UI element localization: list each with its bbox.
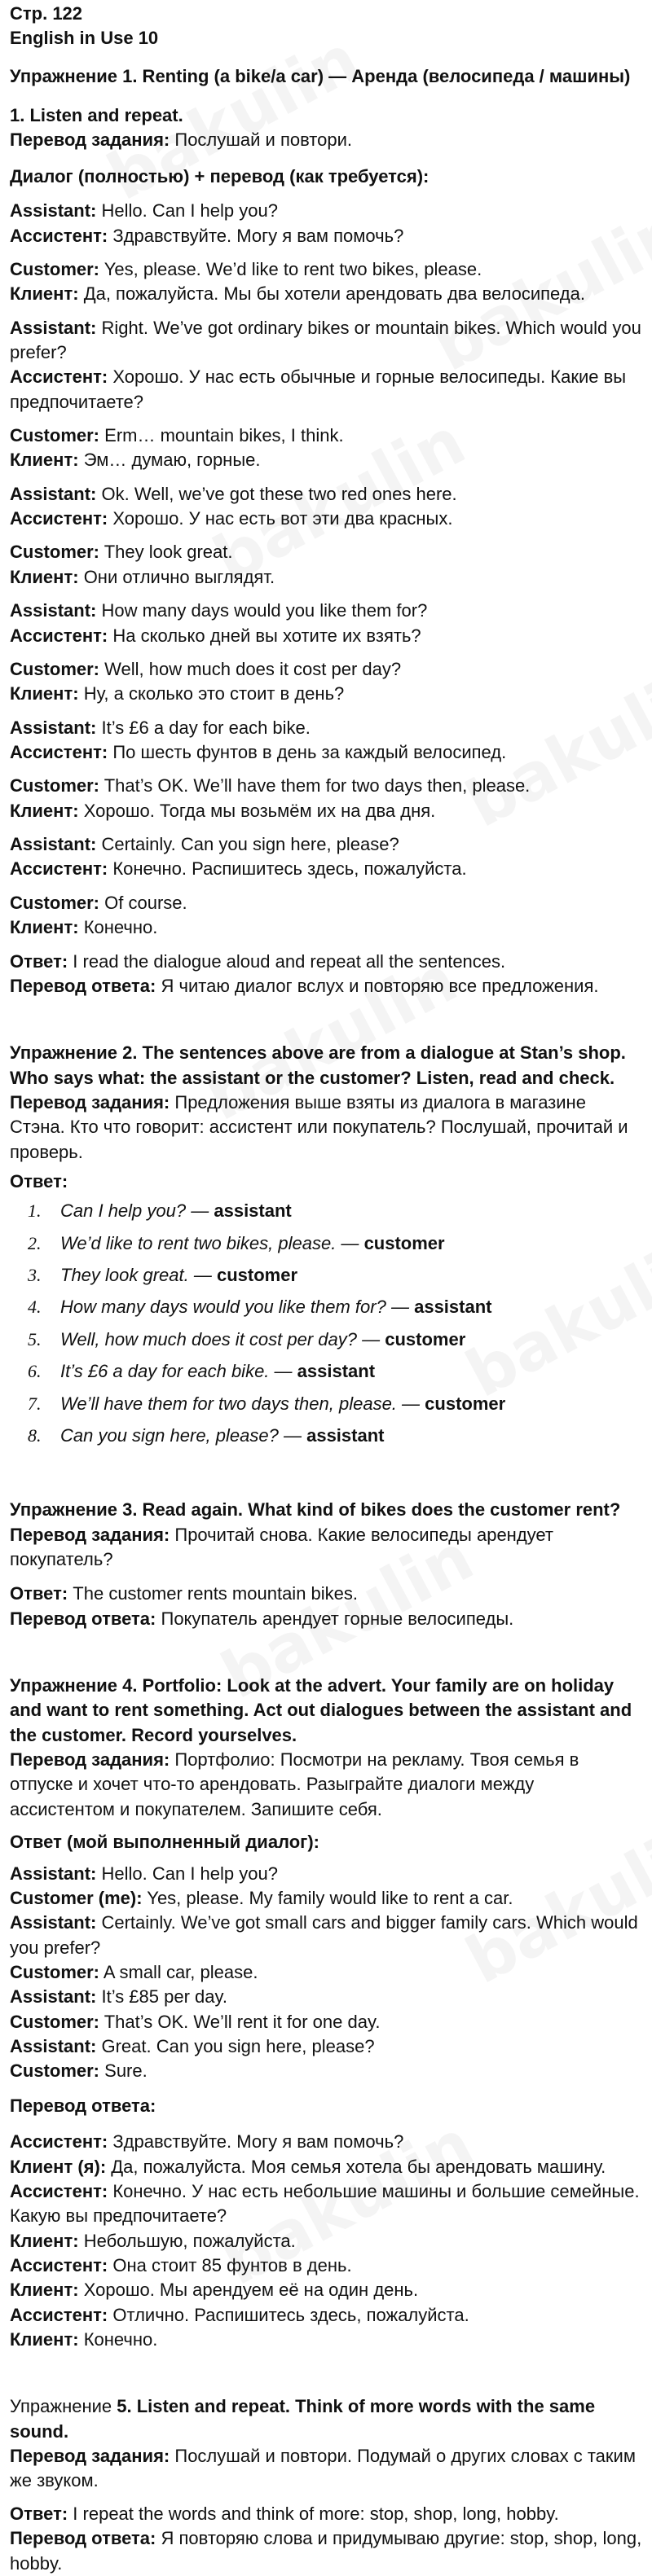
line-text: Да, пожалуйста. Моя семья хотела бы арендовать машину.: [111, 2156, 606, 2177]
dialogue-line-russian: [10, 507, 642, 531]
dialogue-line-english: [10, 482, 642, 507]
dialogue-line: [10, 2303, 642, 2328]
line-text: Она стоит 85 фунтов в день.: [112, 2254, 352, 2275]
answer-item: [28, 1424, 642, 1448]
dialogue-line: [10, 2155, 642, 2179]
divider: [10, 2352, 642, 2394]
item-role: assistant: [214, 1200, 292, 1222]
line-text: Они отлично выглядят.: [83, 566, 275, 587]
dialogue-line: [10, 1960, 642, 1985]
item-body: [60, 1327, 465, 1352]
dialogue-line-english: [10, 657, 642, 682]
line-text: Конечно.: [83, 2329, 158, 2350]
speaker-label: Клиент:: [10, 566, 79, 587]
speaker-label: Customer:: [10, 775, 100, 796]
line-text: Отлично. Распишитесь здесь, пожалуйста.: [112, 2304, 469, 2325]
exercise-2-title: Упражнение 2. The sentences above are from a dialogue at Stan’s shop. Who says what: the assistant or the customer? Listen, read and check.: [10, 1042, 626, 1088]
item-number: 4.: [28, 1297, 42, 1318]
line-text: Sure.: [104, 2060, 148, 2082]
speaker-label: Assistant:: [10, 317, 97, 338]
line-text: That’s OK. We’ll have them for two days then, please.: [104, 775, 531, 796]
dialogue-line: [10, 316, 642, 415]
dialogue-line-russian: [10, 448, 642, 472]
item-sentence: We’ll have them for two days then, please. —: [60, 1393, 421, 1414]
dialogue-line-russian: [10, 365, 642, 415]
line-text: Of course.: [104, 892, 187, 913]
dialogue-line-russian: [10, 740, 642, 765]
speaker-label: Ассистент:: [10, 625, 108, 646]
line-text: It’s £85 per day.: [101, 1986, 227, 2008]
line-text: Ну, а сколько это стоит в день?: [83, 683, 345, 704]
line-text: Небольшую, пожалуйста.: [83, 2230, 296, 2251]
exercise-3-title: Упражнение 3. Read again. What kind of bikes does the customer rent?: [10, 1499, 621, 1521]
dialogue-line-english: [10, 716, 642, 740]
item-number: 8.: [28, 1424, 42, 1446]
exercise-3-task-translation: Перевод задания: Прочитай снова. Какие велосипеды арендует покупатель?: [10, 1524, 553, 1569]
dialogue-line-russian: [10, 624, 642, 648]
line-text: It’s £6 a day for each bike.: [101, 717, 311, 738]
item-body: [60, 1295, 491, 1319]
line-text: Great. Can you sign here, please?: [101, 2036, 375, 2057]
speaker-label: Customer:: [10, 542, 100, 563]
item-number: 3.: [28, 1265, 42, 1286]
line-text: Хорошо. У нас есть вот эти два красных.: [112, 508, 453, 529]
speaker-label: Клиент (я):: [10, 2156, 107, 2177]
item-sentence: They look great. —: [60, 1265, 212, 1286]
divider: [10, 1455, 642, 1498]
line-text: Здравствуйте. Могу я вам помочь?: [112, 2131, 404, 2153]
item-body: [60, 1392, 505, 1416]
dialogue-line: [10, 2059, 642, 2083]
line-text: Хорошо. Тогда мы возьмём их на два дня.: [83, 800, 436, 821]
speaker-label: Customer:: [10, 258, 100, 279]
line-text: Да, пожалуйста. Мы бы хотели арендовать два велосипеда.: [83, 283, 585, 305]
line-text: Right. We’ve got ordinary bikes or mountain bikes. Which would you prefer?: [10, 317, 641, 362]
speaker-label: Клиент:: [10, 917, 79, 938]
exercise-4-task-translation: Перевод задания: Портфолио: Посмотри на рекламу. Твоя семья в отпуске и хочет что-то арендовать. Разыграйте диалоги между ассистентом и покупателем. Запишите себя.: [10, 1749, 579, 1819]
dialogue-line-english: [10, 774, 642, 798]
dialogue-line-english: [10, 257, 642, 282]
dialogue-line: [10, 1985, 642, 2009]
speaker-label: Customer:: [10, 2060, 100, 2082]
item-role: assistant: [297, 1361, 376, 1382]
speaker-label: Assistant:: [10, 834, 97, 855]
line-text: Эм… думаю, горные.: [83, 450, 261, 471]
exercise-4-translation-title: Перевод ответа:: [10, 2095, 156, 2116]
speaker-label: Ассистент:: [10, 858, 108, 880]
line-text: Yes, please. My family would like to rent a car.: [147, 1887, 513, 1908]
dialogue-line: [10, 2253, 642, 2278]
line-text: На сколько дней вы хотите их взять?: [112, 625, 421, 646]
dialogue-line-russian: [10, 224, 642, 248]
item-body: [60, 1424, 384, 1448]
item-sentence: Can I help you? —: [60, 1200, 209, 1222]
line-text: Yes, please. We’d like to rent two bikes, please.: [104, 258, 482, 279]
line-text: Erm… mountain bikes, I think.: [104, 425, 344, 446]
dialogue-line: [10, 2229, 642, 2253]
exercise-3-answer: Ответ: The customer rents mountain bikes.: [10, 1583, 359, 1604]
exercise-1-answer: Ответ: I read the dialogue aloud and repeat all the sentences.: [10, 950, 506, 972]
exercise-2-task-translation: Перевод задания: Предложения выше взяты из диалога в магазине Стэна. Кто что говорит: ассистент или покупатель? Послушай, прочитай и проверь.: [10, 1091, 628, 1162]
dialogue-line: [10, 2130, 642, 2154]
item-sentence: How many days would you like them for? —: [60, 1297, 409, 1318]
item-sentence: Can you sign here, please? —: [60, 1424, 302, 1446]
exercise-3: [10, 1498, 642, 1631]
dialogue-line: [10, 257, 642, 307]
line-text: How many days would you like them for?: [101, 600, 428, 621]
answer-item: [28, 1295, 642, 1319]
dialogue-line: [10, 1886, 642, 1911]
exercise-4-title: Упражнение 4. Portfolio: Look at the advert. Your family are on holiday and want to rent something. Act out dialogues between the assistant and the customer. Record yourselves.: [10, 1675, 632, 1745]
dialogue-line-russian: [10, 857, 642, 881]
dialogue-line: [10, 2034, 642, 2059]
speaker-label: Клиент:: [10, 2280, 79, 2301]
dialogue-line: [10, 2328, 642, 2352]
speaker-label: Клиент:: [10, 2230, 79, 2251]
line-text: Certainly. We’ve got small cars and bigger family cars. Which would you prefer?: [10, 1912, 638, 1958]
line-text: Certainly. Can you sign here, please?: [101, 834, 399, 855]
item-number: 6.: [28, 1361, 42, 1382]
line-text: Well, how much does it cost per day?: [104, 658, 402, 679]
exercise-2-answer-list: [10, 1199, 642, 1448]
exercise-3-answer-translation: Перевод ответа: Покупатель арендует горные велосипеды.: [10, 1608, 514, 1629]
item-number: 7.: [28, 1393, 42, 1414]
exercise-1-dialogue: [10, 199, 642, 940]
exercise-1-task-translation: Перевод задания: Послушай и повтори.: [10, 129, 353, 151]
item-sentence: It’s £6 a day for each bike. —: [60, 1361, 293, 1382]
answer-item: [28, 1231, 642, 1256]
speaker-label: Customer:: [10, 658, 100, 679]
exercise-1: [10, 64, 642, 999]
dialogue-line: [10, 540, 642, 590]
dialogue-line-russian: [10, 565, 642, 590]
item-role: customer: [425, 1393, 506, 1414]
item-body: [60, 1263, 297, 1288]
speaker-label: Ассистент:: [10, 2131, 108, 2153]
dialogue-line: [10, 2278, 642, 2302]
item-number: 1.: [28, 1200, 42, 1222]
item-body: [60, 1199, 292, 1223]
dialogue-line-russian: [10, 915, 642, 940]
item-number: 5.: [28, 1328, 42, 1349]
answer-item: [28, 1263, 642, 1288]
dialogue-line: [10, 482, 642, 532]
line-text: Конечно.: [83, 917, 158, 938]
dialogue-line: [10, 599, 642, 648]
exercise-1-task: 1. Listen and repeat.: [10, 105, 183, 126]
speaker-label: Assistant:: [10, 200, 97, 222]
speaker-label: Customer:: [10, 2011, 100, 2032]
exercise-4-dialogue-title: Ответ (мой выполненный диалог):: [10, 1832, 319, 1853]
dialogue-line-english: [10, 540, 642, 564]
dialogue-line: [10, 1862, 642, 1886]
dialogue-line: [10, 891, 642, 941]
speaker-label: Ассистент:: [10, 508, 108, 529]
speaker-label: Customer (me):: [10, 1887, 143, 1908]
speaker-label: Клиент:: [10, 800, 79, 821]
speaker-label: Assistant:: [10, 1986, 97, 2008]
line-text: Hello. Can I help you?: [101, 200, 278, 222]
exercise-5-title: Упражнение 5. Listen and repeat. Think of more words with the same sound.: [10, 2396, 596, 2442]
answer-item: [28, 1392, 642, 1416]
line-text: Ok. Well, we’ve got these two red ones here.: [101, 483, 457, 504]
speaker-label: Клиент:: [10, 450, 79, 471]
speaker-label: Ассистент:: [10, 2254, 108, 2275]
dialogue-line: [10, 2010, 642, 2034]
dialogue-line: [10, 774, 642, 823]
speaker-label: Assistant:: [10, 1912, 97, 1933]
speaker-label: Клиент:: [10, 283, 79, 305]
dialogue-line-english: [10, 316, 642, 366]
dialogue-line-english: [10, 891, 642, 915]
speaker-label: Customer:: [10, 892, 100, 913]
exercise-4-dialogue-translation: [10, 2130, 642, 2352]
speaker-label: Assistant:: [10, 2036, 97, 2057]
item-body: [60, 1231, 445, 1256]
dialogue-line-english: [10, 199, 642, 223]
exercise-5-answer: Ответ: I repeat the words and think of more: stop, shop, long, hobby.: [10, 2503, 559, 2524]
speaker-label: Ассистент:: [10, 2304, 108, 2325]
page-number: Стр. 122: [10, 3, 83, 24]
dialogue-line: [10, 423, 642, 473]
exercise-1-dialogue-title: Диалог (полностью) + перевод (как требуется):: [10, 165, 430, 187]
line-text: По шесть фунтов в день за каждый велосипед.: [112, 741, 507, 762]
item-role: customer: [217, 1265, 298, 1286]
divider: [10, 998, 642, 1041]
line-text: That’s OK. We’ll rent it for one day.: [104, 2011, 381, 2032]
speaker-label: Assistant:: [10, 483, 97, 504]
exercise-2-answer-label: Ответ:: [10, 1171, 68, 1192]
item-body: [60, 1359, 375, 1384]
exercise-5: [10, 2394, 642, 2576]
speaker-label: Assistant:: [10, 1863, 97, 1884]
dialogue-line: [10, 1911, 642, 1960]
line-text: Хорошо. У нас есть обычные и горные велосипеды. Какие вы предпочитаете?: [10, 366, 627, 412]
answer-item: [28, 1359, 642, 1384]
dialogue-line: [10, 832, 642, 882]
answer-item: [28, 1199, 642, 1223]
book-title: English in Use 10: [10, 28, 159, 49]
speaker-label: Ассистент:: [10, 225, 108, 246]
dialogue-line-english: [10, 832, 642, 857]
item-sentence: We’d like to rent two bikes, please. —: [60, 1232, 359, 1253]
dialogue-line-english: [10, 599, 642, 623]
speaker-label: Клиент:: [10, 2329, 79, 2350]
line-text: Hello. Can I help you?: [101, 1863, 278, 1884]
speaker-label: Клиент:: [10, 683, 79, 704]
speaker-label: Assistant:: [10, 717, 97, 738]
divider: [10, 1631, 642, 1674]
speaker-label: Ассистент:: [10, 2180, 108, 2201]
dialogue-line: [10, 199, 642, 248]
dialogue-line: [10, 2179, 642, 2229]
line-text: Здравствуйте. Могу я вам помочь?: [112, 225, 404, 246]
item-role: customer: [363, 1232, 445, 1253]
line-text: Конечно. У нас есть небольшие машины и большие семейные. Какую вы предпочитаете?: [10, 2180, 640, 2227]
exercise-1-title: Упражнение 1. Renting (a bike/a car) — Аренда (велосипеда / машины): [10, 65, 631, 86]
item-role: assistant: [414, 1297, 492, 1318]
exercise-1-answer-translation: Перевод ответа: Я читаю диалог вслух и повторяю все предложения.: [10, 975, 599, 996]
item-sentence: Well, how much does it cost per day? —: [60, 1328, 381, 1349]
line-text: They look great.: [104, 542, 233, 563]
line-text: Конечно. Распишитесь здесь, пожалуйста.: [112, 858, 467, 880]
dialogue-line-russian: [10, 682, 642, 706]
line-text: A small car, please.: [103, 1962, 258, 1982]
answer-item: [28, 1327, 642, 1352]
speaker-label: Customer:: [10, 425, 100, 446]
speaker-label: Ассистент:: [10, 366, 108, 388]
exercise-4-dialogue: [10, 1862, 642, 2084]
dialogue-line-english: [10, 423, 642, 448]
exercise-2: [10, 1041, 642, 1448]
line-text: Хорошо. Мы арендуем её на один день.: [83, 2280, 419, 2301]
item-role: customer: [385, 1328, 466, 1349]
speaker-label: Customer:: [10, 1962, 100, 1982]
dialogue-line-russian: [10, 282, 642, 306]
dialogue-line: [10, 716, 642, 766]
dialogue-line-russian: [10, 799, 642, 823]
exercise-4: [10, 1674, 642, 2352]
speaker-label: Assistant:: [10, 600, 97, 621]
item-role: assistant: [306, 1424, 385, 1446]
speaker-label: Ассистент:: [10, 741, 108, 762]
item-number: 2.: [28, 1232, 42, 1253]
exercise-5-answer-translation: Перевод ответа: Я повторяю слова и придумываю другие: stop, shop, long, hobby.: [10, 2528, 642, 2574]
exercise-5-task-translation: Перевод задания: Послушай и повтори. Подумай о других словах с таким же звуком.: [10, 2446, 636, 2491]
dialogue-line: [10, 657, 642, 707]
